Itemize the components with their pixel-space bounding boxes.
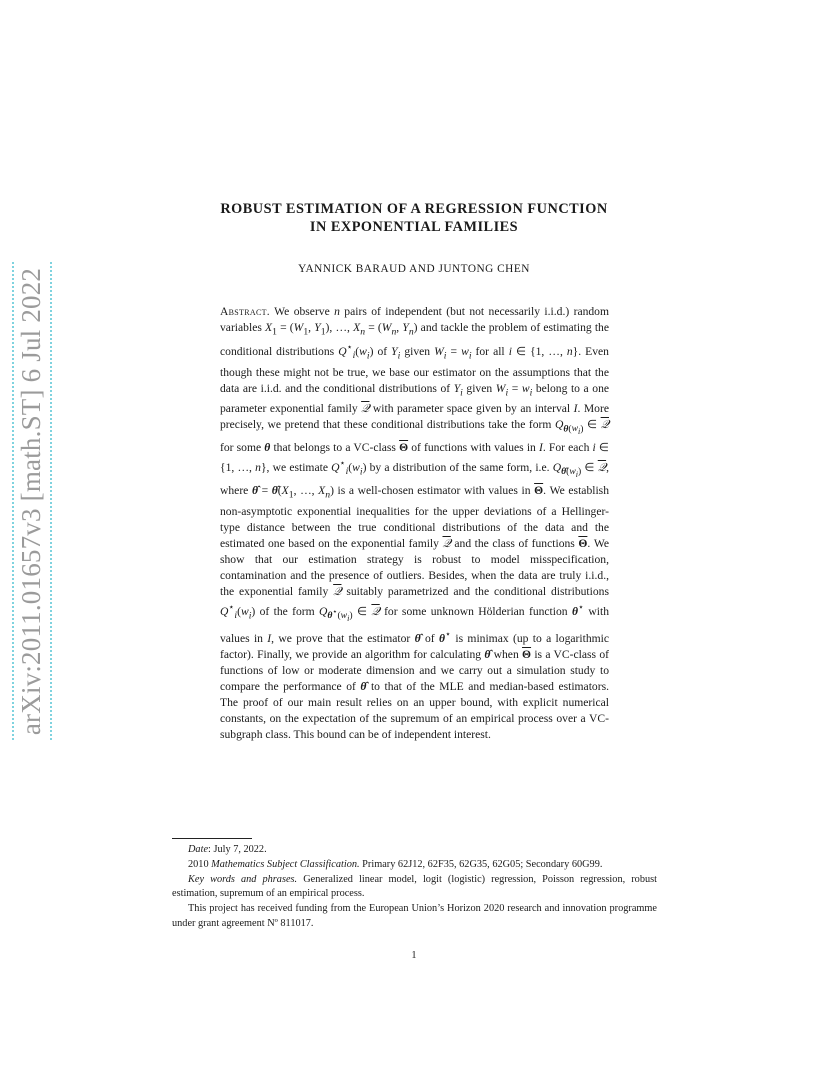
footnotes bbox=[172, 843, 657, 932]
footnote-funding: This project has received funding from the European Union’s Horizon 2020 research and innovation programme under grant agreement Nº 811017. bbox=[172, 903, 657, 929]
date-label: Date bbox=[188, 844, 209, 855]
abstract-paragraph: Abstract. We observe n pairs of independent (but not necessarily i.i.d.) random variables $X_1 = (W_1$, $Y_1$), …, $X_n = (W_n$, $Y_n$) and tackle the problem of estimating the conditional distributions $Q^⋆_i(w_i)$ of $Y_i$ given $W_i = w_i$ for all i ∈ {1, …, n}. Even though these might not be true, we base our estimator on the assumptions that the data are i.i.d. and the conditional distributions of $Y_i$ given $W_i = w_i$ belong to a one parameter exponential family 𝒬 with parameter space given by an interval I. More precisely, we pretend that these conditional distributions take the form $Q_{\theta(w_i)}$ ∈ 𝒬 for some θ that belongs to a VC-class $\overline{\Theta}$ of functions with values in I. For each i ∈ {1, …, n}, we estimate $Q^⋆_i(w_i)$ by a distribution of the same form, i.e. $Q_{\thetâ(w_i)}$ ∈ 𝒬, where θ̂ = $\thetâ(X_1$, …, $X_n$) is a well-chosen estimator with values in $\overline{\Theta}$. We establish non-asymptotic exponential inequalities for the upper deviations of a Hellinger-type distance between the true conditional distributions of the data and the estimated one based on the exponential family 𝒬 and the class of functions $\overline{\Theta}$. We show that our estimation strategy is robust to model misspecification, contamination and the presence of outliers. Besides, when the data are truly i.i.d., the exponential family 𝒬 suitably parametrized and the conditional distributions $Q^⋆_i(w_i)$ of the form $Q_{\theta^⋆(w_i)}$ ∈ 𝒬 for some unknown Hölderian function θ⋆ with values in I, we prove that the estimator θ̂ of θ⋆ is minimax (up to a logarithmic factor). Finally, we provide an algorithm for calculating θ̂ when $\overline{\Theta}$ is a VC-class of functions of low or moderate dimension and we carry out a simulation study to compare the performance of θ̂ to that of the MLE and median-based estimators. The proof of our main result relies on an upper bound, with explicit numerical constants, on the expectation of the supremum of an empirical process over a VC-subgraph class. This bound can be of independent interest. bbox=[220, 305, 610, 741]
abstract-label: Abstract. bbox=[220, 305, 270, 318]
page-number: 1 bbox=[411, 950, 417, 961]
keywords-label: Key words and phrases. bbox=[188, 873, 298, 885]
footnote-msc bbox=[172, 858, 657, 873]
keywords-value: Generalized linear model, logit (logistic) regression, Poisson regression, robust estimation, supremum of an empirical process. bbox=[172, 873, 657, 900]
title-line-1: ROBUST ESTIMATION OF A REGRESSION FUNCTION bbox=[220, 201, 608, 217]
footnote-keywords bbox=[172, 873, 657, 903]
title-line-2: IN EXPONENTIAL FAMILIES bbox=[309, 219, 519, 235]
date-value: : July 7, 2022. bbox=[208, 844, 267, 855]
arxiv-identifier-text: arXiv:2011.01657v3 [math.ST] 6 Jul 2022 bbox=[16, 267, 47, 735]
footnote-rule bbox=[172, 838, 252, 839]
footnote-date bbox=[172, 843, 657, 858]
author-list: YANNICK BARAUD AND JUNTONG CHEN bbox=[298, 263, 530, 275]
msc-value: Primary 62J12, 62F35, 62G35, 62G05; Secondary 60G99. bbox=[359, 858, 603, 870]
msc-year: 2010 bbox=[188, 858, 212, 870]
msc-label: Mathematics Subject Classification. bbox=[211, 858, 360, 870]
arxiv-identifier-stamp bbox=[10, 262, 54, 740]
paper-title bbox=[150, 200, 678, 236]
